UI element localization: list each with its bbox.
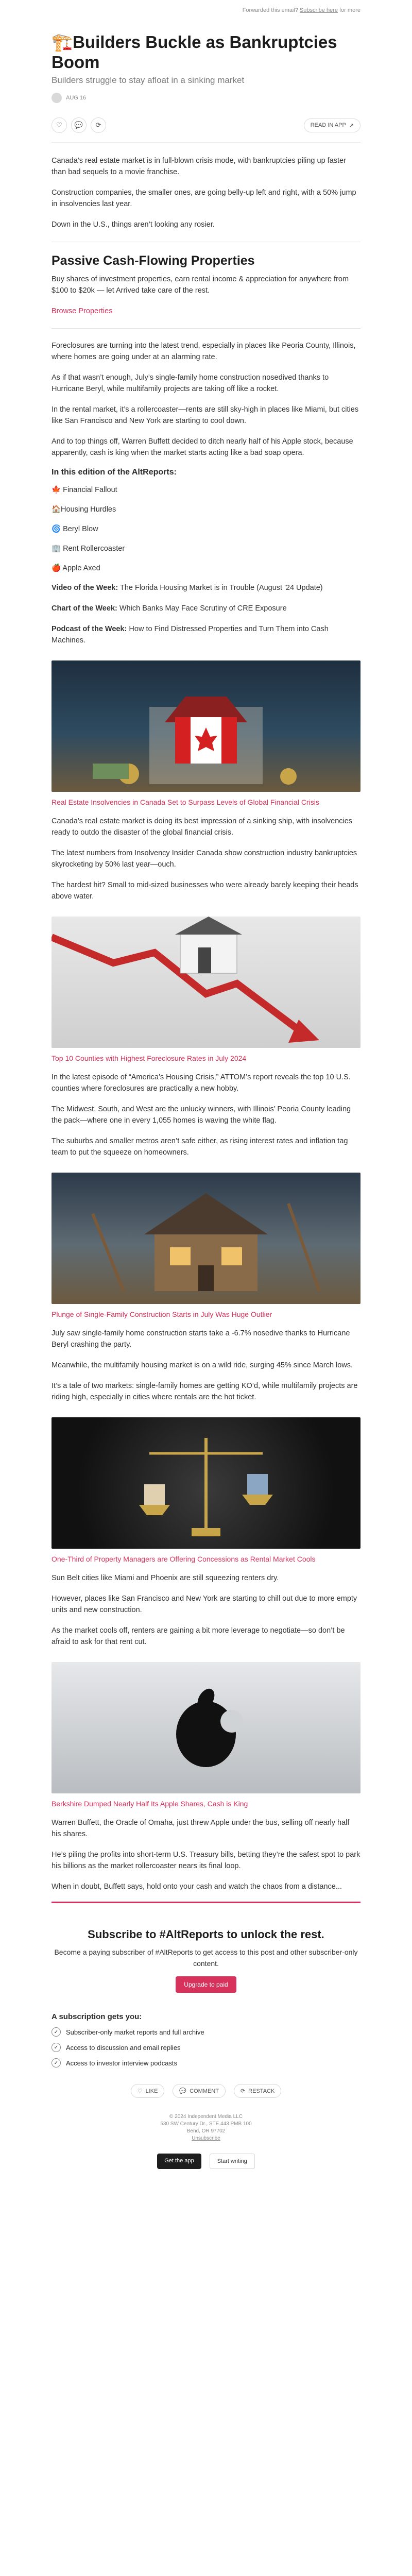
section-caption[interactable]: Real Estate Insolvencies in Canada Set to Surpass Levels of Global Financial Crisis xyxy=(52,798,319,806)
upgrade-button[interactable]: Upgrade to paid xyxy=(176,1976,236,1993)
video-text[interactable]: The Florida Housing Market is in Trouble (August '24 Update) xyxy=(119,584,323,592)
falling-arrow-illustration xyxy=(52,917,360,1048)
section-caption[interactable]: One-Third of Property Managers are Offering Concessions as Rental Market Cools xyxy=(52,1555,316,1563)
section-paragraph: It’s a tale of two markets: single-family homes are getting KO’d, while multifamily projects are riding high, especially in cities where rentals are the hot ticket. xyxy=(52,1382,358,1401)
benefit-text: Access to discussion and email replies xyxy=(66,2043,181,2052)
video-of-week xyxy=(52,582,360,594)
promo-title: Passive Cash-Flowing Properties xyxy=(52,253,255,268)
edition-item: 🏠Housing Hurdles xyxy=(52,505,116,514)
intro-paragraph: Down in the U.S., things aren’t looking any rosier. xyxy=(52,221,215,229)
storm-house-illustration xyxy=(52,1173,360,1304)
section-paragraph: As the market cools off, renters are gaining a bit more leverage to negotiate—so don’t be afraid to ask for that rent cut. xyxy=(52,1626,345,1646)
section-paragraph: In the latest episode of “America’s Housing Crisis,” ATTOM’s report reveals the top 10 U.S. counties where foreclosures are practically a new hobby. xyxy=(52,1073,351,1093)
canada-flag-house-image xyxy=(52,660,360,792)
rent-scale-image xyxy=(52,1417,360,1549)
body-paragraph: In the rental market, it’s a rollercoaster—rents are still sky-high in places like Miami, but cities like San Francisco and New York are starting to cool down. xyxy=(52,405,359,425)
edition-item: 🍁 Financial Fallout xyxy=(52,486,117,494)
footer-actions xyxy=(52,2084,360,2098)
section-paragraph: He’s piling the profits into short-term U.S. Treasury bills, betting they’re the safest spot to park his billions as the market rollercoaster nears its final loop. xyxy=(52,1851,360,1870)
check-icon: ✓ xyxy=(52,2058,61,2067)
section-paragraph: Canada’s real estate market is doing its best impression of a sinking ship, with insolvencies ready to outdo the disaster of the global financial crisis. xyxy=(52,817,353,837)
divider xyxy=(52,328,360,329)
apple-logo-illustration xyxy=(52,1662,360,1793)
paywall-divider xyxy=(52,1902,360,1903)
podcast-text[interactable]: How to Find Distressed Properties and Turn Them into Cash Machines. xyxy=(52,625,329,645)
chart-of-week xyxy=(52,603,360,614)
chart-text[interactable]: Which Banks May Face Scrutiny of CRE Exposure xyxy=(119,604,287,613)
intro-paragraph: Canada’s real estate market is in full-blown crisis mode, with bankruptcies piling up faster than bad sequels to a movie franchise. xyxy=(52,157,346,176)
article-date: AUG 16 xyxy=(66,95,87,101)
read-in-app-label: READ IN APP xyxy=(310,122,346,128)
section-caption[interactable]: Berkshire Dumped Nearly Half Its Apple Shares, Cash is King xyxy=(52,1800,248,1808)
cta-text: Become a paying subscriber of #AltReports to get access to this post and other subscriber-only content. xyxy=(54,1948,358,1968)
external-link-icon: ↗ xyxy=(349,122,354,129)
restack-icon: ⟳ xyxy=(240,2088,246,2094)
check-icon: ✓ xyxy=(52,2043,61,2052)
podcast-label: Podcast of the Week: xyxy=(52,625,127,633)
benefit-item xyxy=(52,2027,360,2037)
footer-like-label: LIKE xyxy=(145,2088,158,2094)
edition-item: 🌀 Beryl Blow xyxy=(52,525,98,533)
forward-more-text: for more xyxy=(339,7,360,13)
edition-item: 🍎 Apple Axed xyxy=(52,564,100,572)
section-paragraph: When in doubt, Buffett says, hold onto your cash and watch the chaos from a distance... xyxy=(52,1883,342,1891)
get-app-button[interactable]: Get the app xyxy=(157,2154,201,2169)
video-label: Video of the Week: xyxy=(52,584,118,592)
footer-buttons xyxy=(52,2154,360,2169)
unsubscribe-link[interactable]: Unsubscribe xyxy=(192,2136,220,2141)
restack-icon[interactable]: ⟳ xyxy=(91,117,106,133)
section-paragraph: The suburbs and smaller metros aren’t safe either, as rising interest rates and inflation tag team to put the squeeze on homeowners. xyxy=(52,1137,348,1157)
section-paragraph: The latest numbers from Insolvency Insider Canada show construction industry bankruptcies skyrocketing by 50% last year—ouch. xyxy=(52,849,357,869)
benefit-item xyxy=(52,2058,360,2067)
read-in-app-button[interactable] xyxy=(304,118,360,132)
storm-house-image xyxy=(52,1173,360,1304)
browse-properties-link[interactable]: Browse Properties xyxy=(52,307,113,315)
action-bar xyxy=(52,112,360,143)
section-paragraph: However, places like San Francisco and New York are starting to chill out due to more empty units and new construction. xyxy=(52,1595,357,1614)
chart-label: Chart of the Week: xyxy=(52,604,117,613)
start-writing-button[interactable]: Start writing xyxy=(210,2154,255,2169)
body-paragraph: And to top things off, Warren Buffett decided to ditch nearly half of his Apple stock, because apparently, cash is king when the market starts acting like a bad soap opera. xyxy=(52,437,353,457)
section-paragraph: Warren Buffett, the Oracle of Omaha, just threw Apple under the bus, selling off nearly half his shares. xyxy=(52,1819,350,1838)
email-container xyxy=(52,0,360,2169)
check-icon: ✓ xyxy=(52,2027,61,2037)
promo-text: Buy shares of investment properties, earn rental income & appreciation for anywhere from $100 to $20k — let Arrived take care of the rest. xyxy=(52,275,349,295)
rent-scale-illustration xyxy=(52,1417,360,1549)
canada-flag-illustration xyxy=(52,660,360,792)
section-paragraph: Meanwhile, the multifamily housing market is on a wild ride, surging 45% since March lows. xyxy=(52,1361,353,1369)
address-line-2: Bend, OR 97702 xyxy=(186,2128,226,2134)
footer-comment-label: COMMENT xyxy=(190,2088,219,2094)
footer-legal xyxy=(52,2113,360,2142)
body-paragraph: As if that wasn’t enough, July’s single-family home construction nosedived thanks to Hurricane Beryl, while multifamily projects are taking off like a rocket. xyxy=(52,374,329,393)
footer-like-button[interactable] xyxy=(131,2084,165,2098)
comment-icon: 💬 xyxy=(179,2088,187,2094)
paywall-cta xyxy=(52,1914,360,1998)
like-icon[interactable]: ♡ xyxy=(52,117,67,133)
like-icon: ♡ xyxy=(137,2088,143,2094)
section-paragraph: The Midwest, South, and West are the unlucky winners, with Illinois’ Peoria County leading the pack—where one in every 1,055 homes is waving the white flag. xyxy=(52,1105,351,1125)
body-paragraph: Foreclosures are turning into the latest trend, especially in places like Peoria County, Illinois, where homes are going under at an alarming rate. xyxy=(52,342,356,361)
section-paragraph: The hardest hit? Small to mid-sized businesses who were already barely keeping their heads above water. xyxy=(52,881,358,901)
author-avatar xyxy=(52,93,62,103)
benefit-text: Access to investor interview podcasts xyxy=(66,2059,178,2067)
copyright: © 2024 Independent Media LLC xyxy=(169,2114,243,2120)
cta-title: Subscribe to #AltReports to unlock the rest. xyxy=(88,1928,324,1941)
address-line-1: 530 SW Century Dr., STE 443 PMB 100 xyxy=(160,2121,252,2127)
section-paragraph: Sun Belt cities like Miami and Phoenix are still squeezing renters dry. xyxy=(52,1574,279,1582)
byline xyxy=(52,93,360,103)
intro-paragraph: Construction companies, the smaller ones, are going belly-up left and right, with a 50% jump in insolvencies last year. xyxy=(52,189,356,208)
subscribe-link[interactable]: Subscribe here xyxy=(299,7,338,13)
comment-icon[interactable]: 💬 xyxy=(71,117,87,133)
section-caption[interactable]: Plunge of Single-Family Construction Starts in July Was Huge Outlier xyxy=(52,1310,272,1318)
podcast-of-week xyxy=(52,623,360,646)
footer-restack-label: RESTACK xyxy=(248,2088,275,2094)
forward-text: Forwarded this email? xyxy=(242,7,298,13)
edition-title: In this edition of the AltReports: xyxy=(52,468,177,477)
benefit-text: Subscriber-only market reports and full archive xyxy=(66,2028,204,2036)
article-subtitle: Builders struggle to stay afloat in a sinking market xyxy=(52,75,245,85)
section-paragraph: July saw single-family home construction starts take a -6.7% nosedive thanks to Hurricane Beryl crashing the party. xyxy=(52,1329,350,1349)
apple-logo-image xyxy=(52,1662,360,1793)
benefit-item xyxy=(52,2043,360,2052)
footer-restack-button[interactable] xyxy=(234,2084,281,2098)
footer-comment-button[interactable] xyxy=(173,2084,226,2098)
foreclosure-arrow-image xyxy=(52,917,360,1048)
section-caption[interactable]: Top 10 Counties with Highest Foreclosure Rates in July 2024 xyxy=(52,1054,247,1062)
article-title: 🏗️Builders Buckle as Bankruptcies Boom xyxy=(52,32,337,72)
edition-item: 🏢 Rent Rollercoaster xyxy=(52,545,125,553)
benefits-title: A subscription gets you: xyxy=(52,2012,142,2021)
forward-note xyxy=(52,0,360,19)
